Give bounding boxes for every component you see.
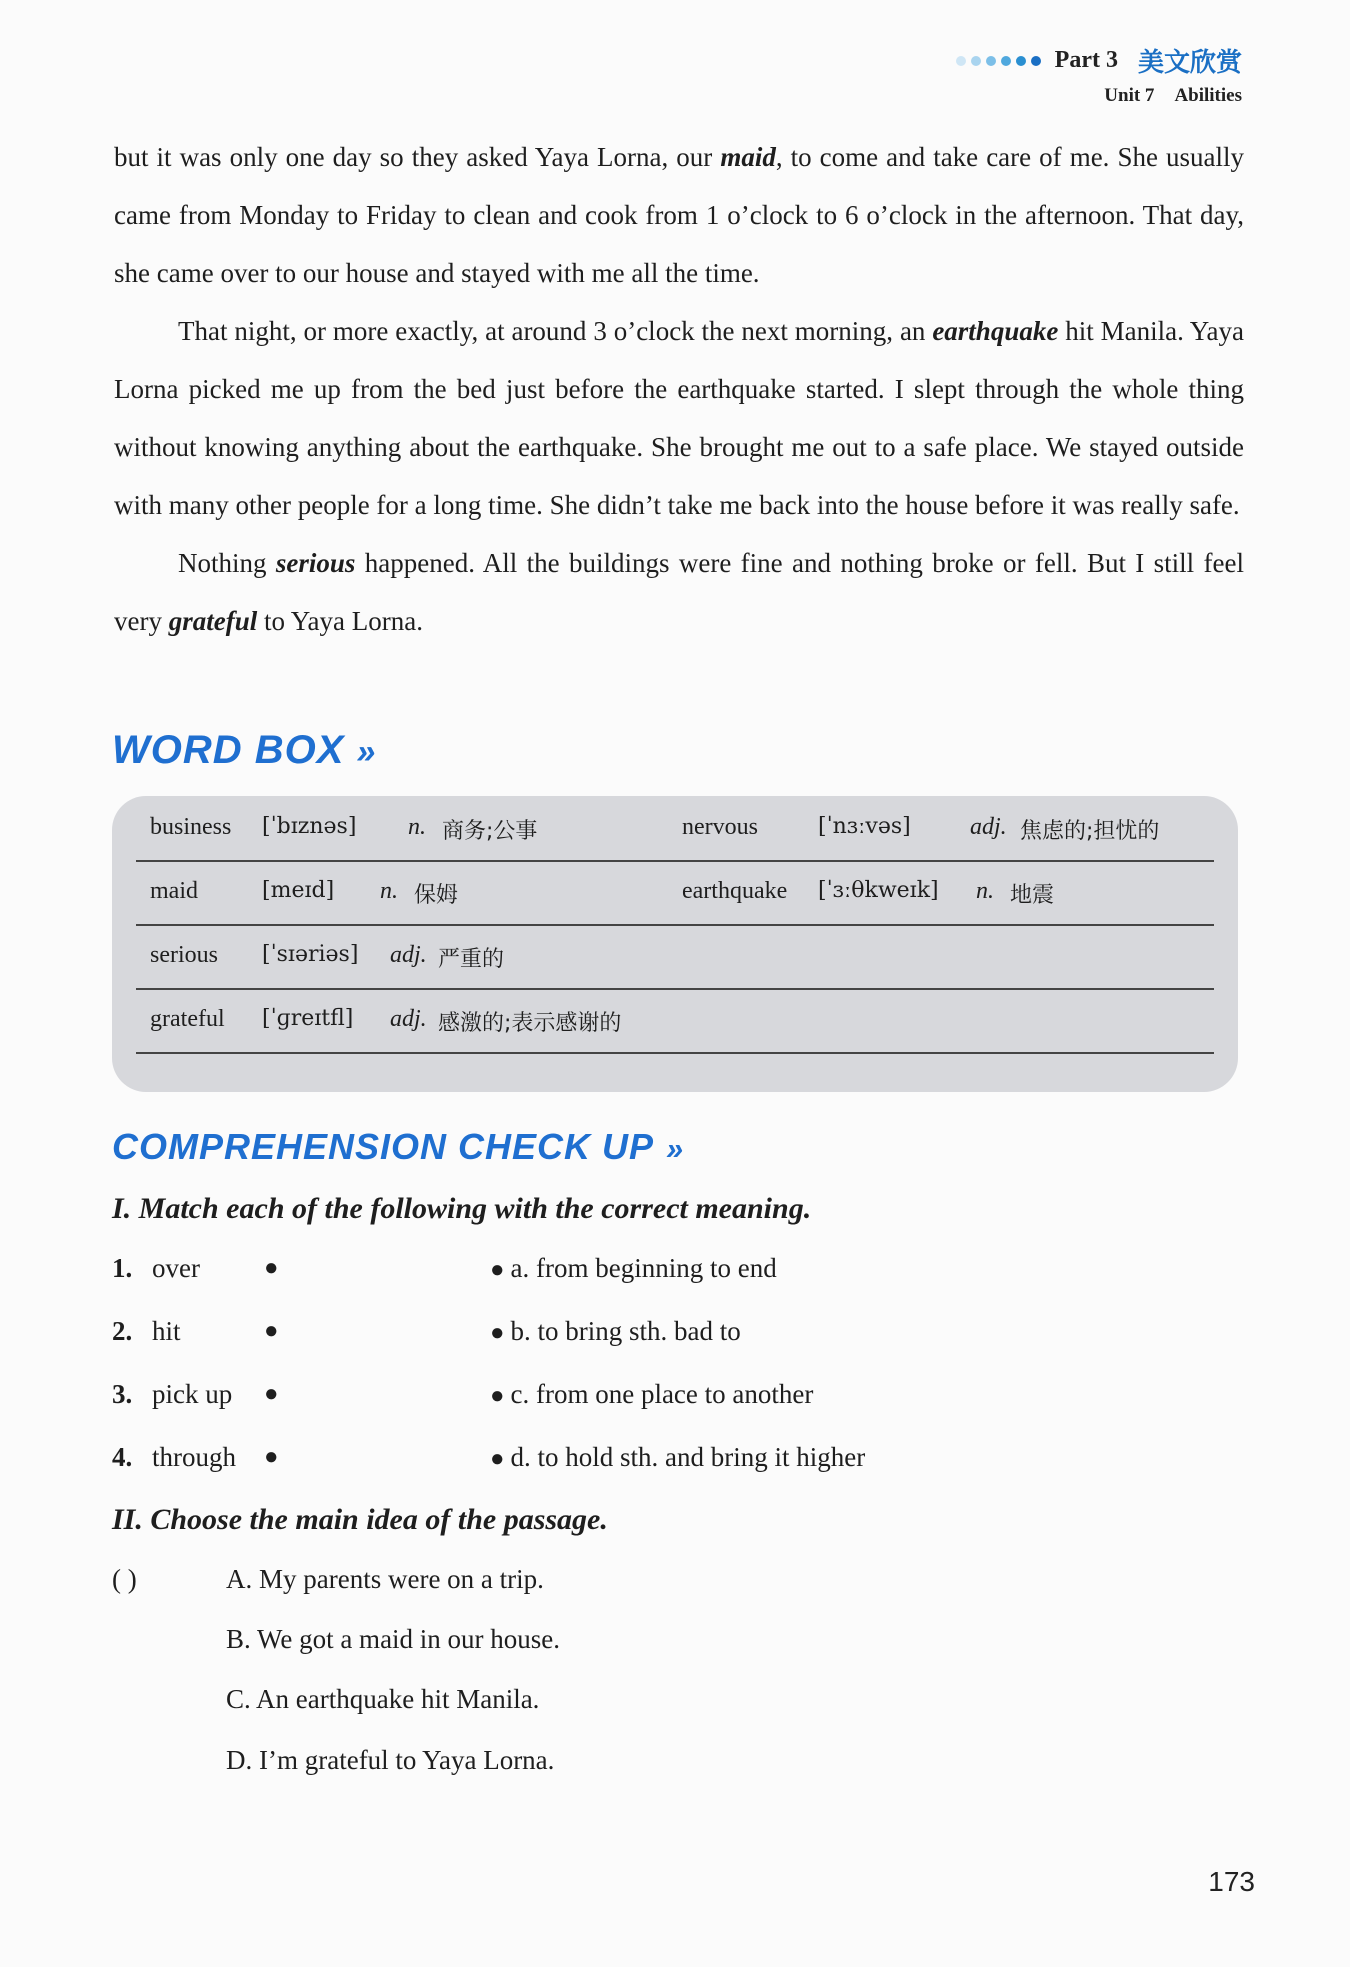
- match-dot-right[interactable]: ●: [490, 1383, 505, 1409]
- part-of-speech: adj.: [390, 1006, 427, 1032]
- part-of-speech: n.: [976, 878, 994, 904]
- match-option-text: a. from beginning to end: [510, 1253, 777, 1283]
- match-option: [490, 1316, 741, 1347]
- exercise-2-heading: II. Choose the main idea of the passage.: [112, 1503, 608, 1536]
- chinese-meaning: 感激的;表示感谢的: [438, 1011, 622, 1036]
- paragraph-3: [114, 534, 1244, 650]
- part-of-speech: n.: [380, 878, 398, 904]
- chinese-meaning: 严重的: [438, 947, 505, 972]
- passage-text: , to come and take care of me. She usually came from Monday to Friday to clean and cook from 1 o’clock to 6 o’clock in the afternoon. That day, she came over to our house and stayed with me all the time.: [114, 142, 1244, 288]
- match-option-text: d. to hold sth. and bring it higher: [510, 1442, 866, 1472]
- word: nervous: [682, 814, 758, 840]
- match-dot-left[interactable]: ●: [264, 1255, 279, 1281]
- chinese-meaning: 商务;公事: [442, 819, 538, 844]
- chinese-meaning: 保姆: [414, 883, 459, 908]
- page-number: 173: [1208, 1866, 1255, 1897]
- part-chinese-title: 美文欣赏: [1137, 48, 1242, 78]
- match-row: [112, 1253, 1112, 1303]
- unit-number: Unit 7: [1104, 85, 1155, 106]
- match-option: [490, 1442, 865, 1473]
- header-dot: [1031, 56, 1041, 66]
- match-dot-right[interactable]: ●: [490, 1257, 505, 1283]
- part-of-speech: adj.: [390, 942, 427, 968]
- header-dot: [956, 56, 966, 66]
- paragraph-1: [114, 128, 1244, 302]
- keyword-earthquake: earthquake: [932, 316, 1059, 346]
- match-option-text: b. to bring sth. bad to: [510, 1316, 741, 1346]
- passage-text: That night, or more exactly, at around 3 o’clock the next morning, an: [178, 316, 933, 346]
- match-option-text: c. from one place to another: [510, 1379, 814, 1409]
- word: earthquake: [682, 878, 788, 904]
- match-term: pick up: [152, 1379, 233, 1409]
- word: grateful: [150, 1006, 225, 1032]
- exercise-1-heading: I. Match each of the following with the correct meaning.: [112, 1192, 812, 1225]
- passage-text: but it was only one day so they asked Yaya Lorna, our: [114, 142, 721, 172]
- pronunciation: [ˈsɪəriəs]: [262, 942, 359, 967]
- header-dot: [986, 56, 996, 66]
- passage-text: to Yaya Lorna.: [257, 606, 423, 636]
- match-number: 3.: [112, 1379, 133, 1409]
- match-dot-right[interactable]: ●: [490, 1446, 505, 1472]
- match-row: [112, 1379, 1112, 1429]
- passage-text: hit Manila. Yaya Lorna picked me up from the bed just before the earthquake started. I slept through the whole thing without knowing anything about the earthquake. She brought me out to a safe place. We stayed outside with many other people for a long time. She didn’t take me back into the house before it was really safe.: [114, 316, 1244, 520]
- match-dot-left[interactable]: ●: [264, 1381, 279, 1407]
- match-number: 4.: [112, 1442, 133, 1472]
- chevron-right-icon: »: [666, 1132, 685, 1166]
- match-term: through: [152, 1442, 236, 1472]
- match-option: [490, 1253, 777, 1284]
- part-label: Part 3: [1054, 47, 1118, 73]
- keyword-maid: maid: [720, 142, 776, 172]
- pronunciation: [ˈbɪznəs]: [262, 814, 357, 839]
- pronunciation: [meɪd]: [262, 878, 335, 903]
- part-of-speech: adj.: [970, 814, 1007, 840]
- header-dot: [1016, 56, 1026, 66]
- comprehension-title: [112, 1126, 684, 1168]
- passage-text: Nothing: [178, 548, 276, 578]
- header-dot: [971, 56, 981, 66]
- match-dot-right[interactable]: ●: [490, 1320, 505, 1346]
- unit-label: [956, 85, 1242, 107]
- reading-passage: [114, 128, 1244, 650]
- page-header: [956, 42, 1242, 107]
- comprehension-title-text: COMPREHENSION CHECK UP: [112, 1126, 655, 1167]
- match-term: over: [152, 1253, 200, 1283]
- keyword-grateful: grateful: [168, 606, 258, 636]
- header-dot: [1001, 56, 1011, 66]
- chinese-meaning: 地震: [1010, 883, 1055, 908]
- word-box-row: [136, 796, 1214, 862]
- match-number: 2.: [112, 1316, 133, 1346]
- pronunciation: [ˈnɜːvəs]: [818, 814, 911, 839]
- answer-blank[interactable]: ( ): [112, 1564, 137, 1594]
- header-dots: [956, 56, 1041, 66]
- part-of-speech: n.: [408, 814, 426, 840]
- chinese-meaning: 焦虑的;担忧的: [1020, 819, 1160, 844]
- choice-option[interactable]: B. We got a maid in our house.: [226, 1624, 561, 1654]
- paragraph-2: [114, 302, 1244, 534]
- choice-option[interactable]: A. My parents were on a trip.: [226, 1564, 544, 1594]
- choice-option[interactable]: D. I’m grateful to Yaya Lorna.: [226, 1745, 555, 1775]
- word-box-title-text: WORD BOX: [112, 728, 345, 772]
- match-dot-left[interactable]: ●: [264, 1444, 279, 1470]
- match-term: hit: [152, 1316, 181, 1346]
- word-box-row: [136, 988, 1214, 1054]
- match-row: [112, 1316, 1112, 1366]
- unit-title: Abilities: [1174, 85, 1242, 106]
- word-box-title: [112, 728, 376, 773]
- match-dot-left[interactable]: ●: [264, 1318, 279, 1344]
- word-box-row: [136, 860, 1214, 926]
- pronunciation: [ˈɡreɪtfl]: [262, 1006, 354, 1031]
- word: maid: [150, 878, 198, 904]
- word: business: [150, 814, 232, 840]
- word-box: [112, 796, 1238, 1092]
- word-box-row: [136, 924, 1214, 990]
- choice-option[interactable]: C. An earthquake hit Manila.: [226, 1684, 540, 1714]
- chevron-right-icon: »: [356, 733, 377, 771]
- pronunciation: [ˈɜːθkweɪk]: [818, 878, 939, 903]
- match-option: [490, 1379, 813, 1410]
- keyword-serious: serious: [275, 548, 356, 578]
- word: serious: [150, 942, 218, 968]
- match-row: [112, 1442, 1112, 1492]
- match-number: 1.: [112, 1253, 133, 1283]
- passage-text: happened. All the buildings were fine and nothing broke or fell. But I still feel very: [114, 548, 1244, 636]
